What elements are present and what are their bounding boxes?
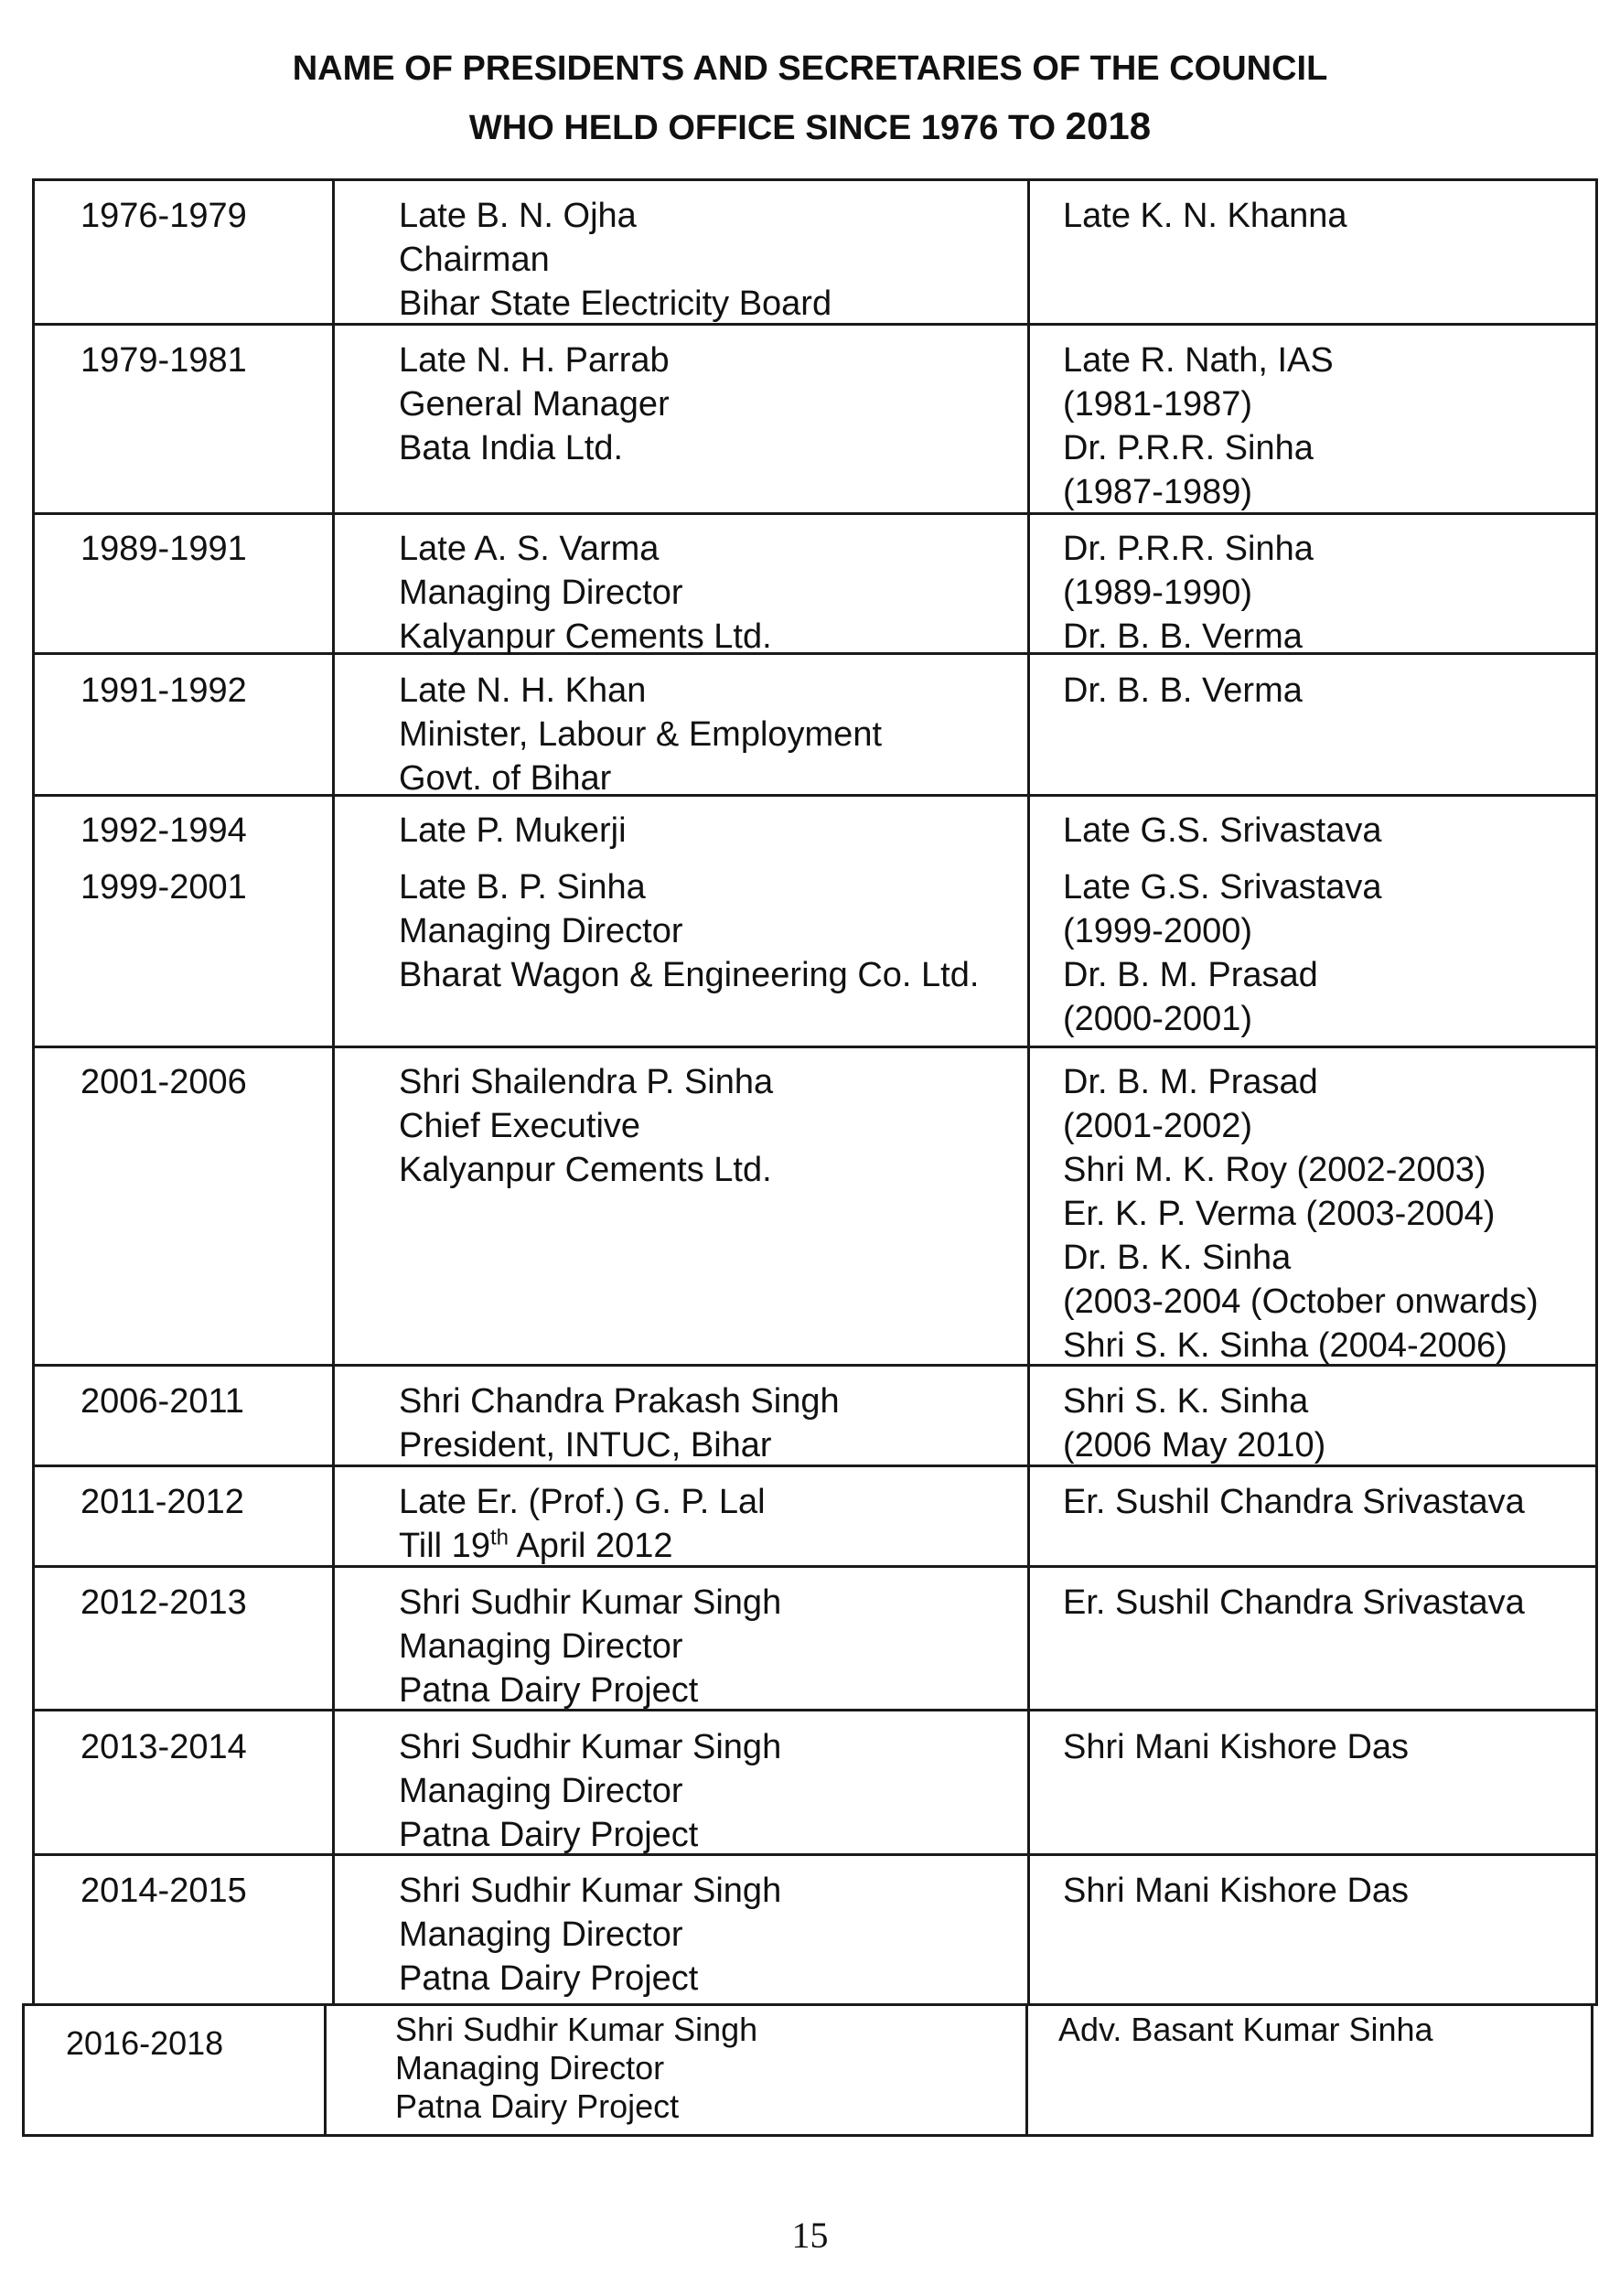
page-title — [0, 49, 1620, 89]
period-cell: 2001-2006 — [80, 1063, 247, 1101]
secretary-cell: Late G.S. Srivastava — [1063, 811, 1382, 850]
president-cell: Late A. S. Varma Managing Director Kalyanpur Cements Ltd. — [399, 530, 772, 656]
title-year: 2018 — [1065, 104, 1152, 147]
secretary-cell: Er. Sushil Chandra Srivastava — [1063, 1583, 1525, 1622]
page-number: 15 — [791, 2215, 829, 2256]
president-cell: Shri Sudhir Kumar Singh Managing Director Patna Dairy Project — [399, 1872, 782, 1998]
secretary-cell: Late K. N. Khanna — [1063, 197, 1347, 235]
period-cell: 1979-1981 — [80, 341, 247, 380]
period-cell: 2013-2014 — [80, 1728, 247, 1766]
period-cell: 2016-2018 — [66, 2024, 224, 2062]
president-name: Late Er. (Prof.) G. P. Lal — [399, 1483, 766, 1521]
secretary-cell: Er. Sushil Chandra Srivastava — [1063, 1483, 1525, 1521]
period-cell: 1992-1994 — [80, 811, 247, 850]
president-cell: Shri Sudhir Kumar Singh Managing Director Patna Dairy Project — [395, 2011, 758, 2125]
row-divider — [35, 1853, 1595, 1856]
period-cell: 2006-2011 — [80, 1382, 244, 1421]
secretary-cell: Shri S. K. Sinha (2006 May 2010) — [1063, 1382, 1326, 1465]
period-cell: 2014-2015 — [80, 1872, 247, 1910]
row-divider — [35, 652, 1595, 655]
president-cell: Late P. Mukerji — [399, 811, 627, 850]
column-divider — [332, 181, 335, 2003]
secretary-cell: Adv. Basant Kumar Sinha — [1058, 2011, 1433, 2048]
president-cell: Shri Chandra Prakash Singh President, INTUC, Bihar — [399, 1382, 840, 1465]
president-cell: Shri Sudhir Kumar Singh Managing Director Patna Dairy Project — [399, 1583, 782, 1710]
row-divider — [35, 1046, 1595, 1048]
row-divider — [35, 1709, 1595, 1711]
title-line-1: NAME OF PRESIDENTS AND SECRETARIES OF THE COUNCIL — [292, 49, 1328, 88]
period-cell: 1976-1979 — [80, 197, 247, 235]
president-cell: Shri Shailendra P. Sinha Chief Executive Kalyanpur Cements Ltd. — [399, 1063, 774, 1189]
secretary-cell: Late G.S. Srivastava (1999-2000) Dr. B. M. Prasad (2000-2001) — [1063, 868, 1382, 1038]
secretary-cell: Dr. B. B. Verma — [1063, 671, 1303, 710]
column-divider — [1027, 181, 1030, 2003]
row-divider — [35, 1565, 1595, 1568]
secretary-cell: Late R. Nath, IAS (1981-1987) Dr. P.R.R. Sinha (1987-1989) — [1063, 341, 1334, 511]
president-cell: Late B. N. Ojha Chairman Bihar State Electricity Board — [399, 197, 832, 323]
title-line-2: WHO HELD OFFICE SINCE 1976 TO — [468, 109, 1066, 147]
president-cell — [399, 1480, 766, 1568]
president-cell: Late B. P. Sinha Managing Director Bharat Wagon & Engineering Co. Ltd. — [399, 868, 980, 994]
president-tenure-note: Till 19th April 2012 — [399, 1525, 673, 1565]
column-divider — [1025, 2006, 1028, 2134]
period-cell: 1999-2001 — [80, 868, 247, 907]
period-cell: 1991-1992 — [80, 671, 247, 710]
president-cell: Late N. H. Khan Minister, Labour & Employment Govt. of Bihar — [399, 671, 883, 798]
secretary-cell: Dr. P.R.R. Sinha (1989-1990) Dr. B. B. Verma — [1063, 530, 1314, 656]
period-cell: 1989-1991 — [80, 530, 247, 568]
secretary-cell: Shri Mani Kishore Das — [1063, 1872, 1410, 1910]
period-cell: 2012-2013 — [80, 1583, 247, 1622]
period-cell: 2011-2012 — [80, 1483, 244, 1521]
row-divider — [35, 512, 1595, 515]
president-cell: Late N. H. Parrab General Manager Bata India Ltd. — [399, 341, 670, 467]
office-bearers-table — [32, 178, 1598, 2006]
office-bearers-table-last-row — [22, 2003, 1593, 2137]
column-divider — [324, 2006, 327, 2134]
secretary-cell: Shri Mani Kishore Das — [1063, 1728, 1410, 1766]
secretary-cell: Dr. B. M. Prasad (2001-2002) Shri M. K. Roy (2002-2003) Er. K. P. Verma (2003-2004) Dr. B. K. Sinha (2003-2004 (October onwards) Shri S. K. Sinha (2004-2006) — [1063, 1063, 1539, 1365]
page-subtitle — [0, 104, 1620, 148]
president-cell: Shri Sudhir Kumar Singh Managing Director Patna Dairy Project — [399, 1728, 782, 1854]
